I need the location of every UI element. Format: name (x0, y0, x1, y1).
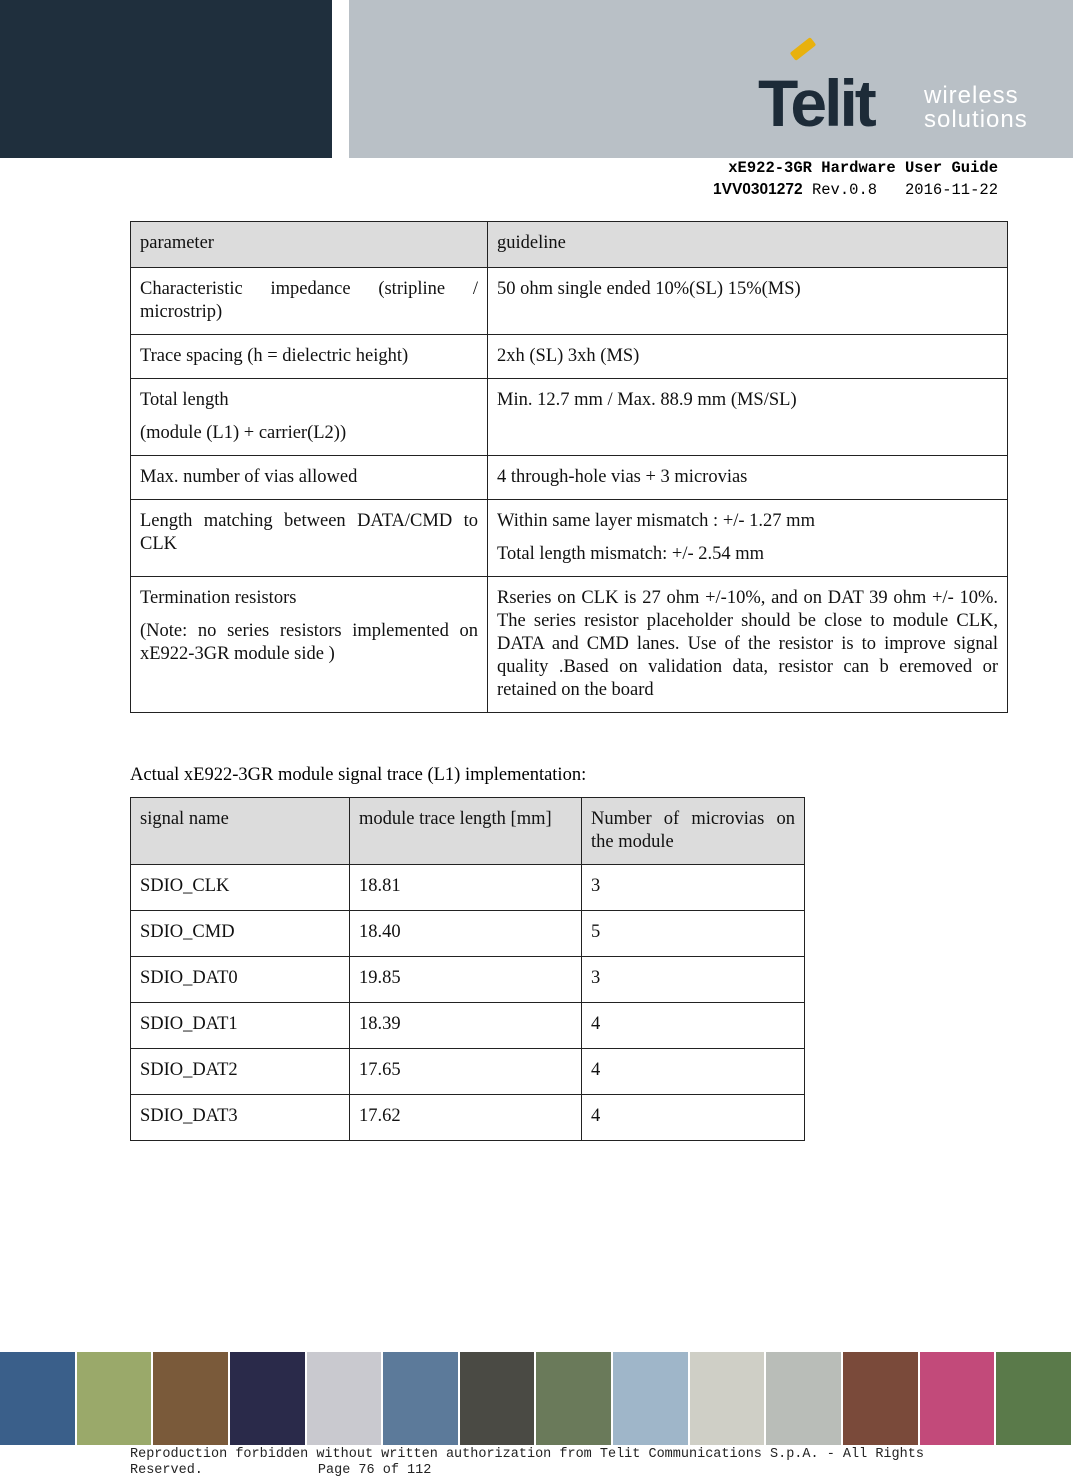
trace-length-cell: 18.40 (350, 911, 582, 957)
cell-text: 50 ohm single ended 10%(SL) 15%(MS) (497, 279, 801, 299)
footer-photo-tile (996, 1352, 1073, 1445)
cell-text: Min. 12.7 mm / Max. 88.9 mm (MS/SL) (497, 390, 797, 410)
cell-text: Termination resistors (140, 588, 297, 608)
cell-text: Max. number of vias allowed (140, 467, 358, 487)
guideline-cell (488, 456, 1008, 500)
trace-length-cell: 19.85 (350, 957, 582, 1003)
footer-photo-tile (536, 1352, 613, 1445)
cell-text: Length matching between DATA/CMD to CLK (140, 511, 478, 554)
table-row (131, 865, 805, 911)
trace-length-cell: 18.39 (350, 1003, 582, 1049)
document-revision-line (713, 179, 998, 201)
document-rev: Rev.0.8 (811, 181, 878, 199)
microvias-cell: 3 (582, 865, 805, 911)
parameter-cell (131, 500, 488, 577)
document-title-block (713, 157, 998, 201)
document-code: 1VV0301272 (713, 181, 803, 198)
parameter-cell (131, 456, 488, 500)
footer-photo-strip (0, 1352, 1073, 1445)
table-header-row (131, 222, 1008, 268)
cell-text: Total length mismatch: +/- 2.54 mm (497, 544, 765, 564)
parameter-cell (131, 577, 488, 713)
footer-photo-tile (383, 1352, 460, 1445)
column-header: signal name (131, 798, 350, 865)
signal-name-cell: SDIO_DAT3 (131, 1095, 350, 1141)
telit-logo (752, 40, 1042, 140)
cell-text: Characteristic impedance (stripline / microstrip) (140, 279, 478, 322)
table-row (131, 1095, 805, 1141)
signal-name-cell: SDIO_DAT0 (131, 957, 350, 1003)
footer-photo-tile (920, 1352, 997, 1445)
footer-photo-tile (230, 1352, 307, 1445)
signal-name-cell: SDIO_DAT1 (131, 1003, 350, 1049)
guideline-cell (488, 577, 1008, 713)
guideline-cell (488, 335, 1008, 379)
table-row (131, 335, 1008, 379)
guidelines-table (130, 221, 1008, 713)
table-header-row (131, 798, 805, 865)
column-header: parameter (131, 222, 488, 268)
column-header: guideline (488, 222, 1008, 268)
logo-text: Telit (758, 66, 874, 140)
cell-text: Total length (140, 390, 229, 410)
header-dark-panel (0, 0, 332, 158)
logo-accent-mark (790, 37, 817, 61)
signal-trace-caption: Actual xE922-3GR module signal trace (L1) implementation: (130, 765, 587, 785)
document-title: xE922-3GR Hardware User Guide (728, 159, 998, 177)
signal-trace-table (130, 797, 805, 1141)
table-row (131, 500, 1008, 577)
footer-photo-tile (153, 1352, 230, 1445)
cell-text: 4 through-hole vias + 3 microvias (497, 467, 748, 487)
cell-text: 2xh (SL) 3xh (MS) (497, 346, 640, 366)
trace-length-cell: 17.65 (350, 1049, 582, 1095)
footer-photo-tile (460, 1352, 537, 1445)
signal-name-cell: SDIO_CMD (131, 911, 350, 957)
document-date: 2016-11-22 (904, 181, 998, 199)
table-row (131, 456, 1008, 500)
table-row (131, 268, 1008, 335)
footer-copyright (130, 1447, 1010, 1479)
table-row (131, 1003, 805, 1049)
footer-photo-tile (766, 1352, 843, 1445)
signal-name-cell: SDIO_DAT2 (131, 1049, 350, 1095)
cell-text: Trace spacing (h = dielectric height) (140, 346, 409, 366)
logo-tagline (924, 84, 1028, 132)
microvias-cell: 4 (582, 1003, 805, 1049)
trace-length-cell: 17.62 (350, 1095, 582, 1141)
logo-tagline-line2: solutions (924, 106, 1028, 133)
microvias-cell: 5 (582, 911, 805, 957)
column-header: Number of microvias on the module (582, 798, 805, 865)
parameter-cell (131, 335, 488, 379)
cell-text: (module (L1) + carrier(L2)) (140, 423, 347, 443)
table-row (131, 957, 805, 1003)
guideline-cell (488, 500, 1008, 577)
footer-photo-tile (307, 1352, 384, 1445)
footer-reserved: Reserved. (130, 1463, 203, 1478)
table-row (131, 379, 1008, 456)
trace-length-cell: 18.81 (350, 865, 582, 911)
microvias-cell: 4 (582, 1049, 805, 1095)
table-row (131, 911, 805, 957)
cell-text: Rseries on CLK is 27 ohm +/-10%, and on DAT 39 ohm +/- 10%. The series resistor placeholder should be close to module CLK, DATA and CMD lanes. Use of the resistor is to improve signal quality .Based on validation data, resistor can b eremoved or retained on the board (497, 588, 998, 700)
cell-text: (Note: no series resistors implemented on xE922-3GR module side ) (140, 621, 478, 664)
footer-line2 (130, 1463, 1010, 1479)
column-header: module trace length [mm] (350, 798, 582, 865)
guideline-cell (488, 268, 1008, 335)
parameter-cell (131, 379, 488, 456)
footer-line1: Reproduction forbidden without written authorization from Telit Communications S.p.A. - All Rights (130, 1447, 924, 1462)
footer-photo-tile (0, 1352, 77, 1445)
microvias-cell: 4 (582, 1095, 805, 1141)
footer-photo-tile (613, 1352, 690, 1445)
microvias-cell: 3 (582, 957, 805, 1003)
logo-tagline-line1: wireless (924, 82, 1019, 109)
table-row (131, 577, 1008, 713)
guideline-cell (488, 379, 1008, 456)
table-row (131, 1049, 805, 1095)
footer-photo-tile (77, 1352, 154, 1445)
footer-photo-tile (843, 1352, 920, 1445)
footer-photo-tile (690, 1352, 767, 1445)
page-number: Page 76 of 112 (317, 1463, 432, 1478)
cell-text: Within same layer mismatch : +/- 1.27 mm (497, 511, 815, 531)
signal-name-cell: SDIO_CLK (131, 865, 350, 911)
parameter-cell (131, 268, 488, 335)
